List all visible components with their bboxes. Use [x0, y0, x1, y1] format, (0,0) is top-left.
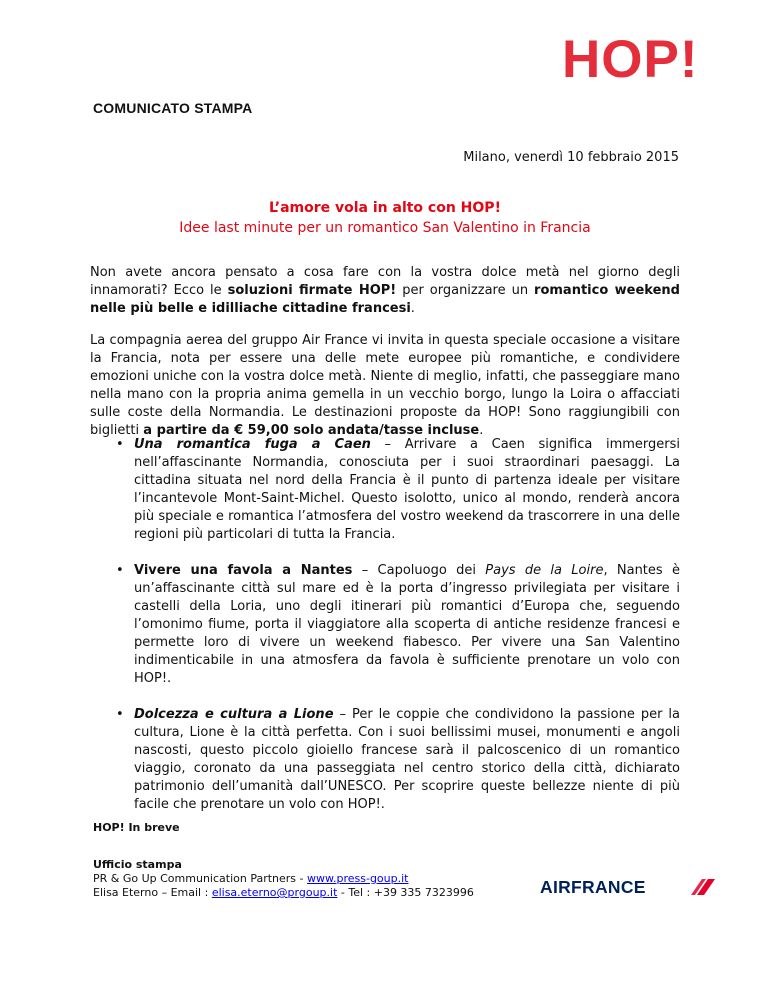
press-release-label: COMUNICATO STAMPA: [93, 100, 253, 116]
airline-text: La compagnia aerea del gruppo Air France vi invita in questa speciale occasione a visitare la Francia, nota per essere una delle mete europee più romantiche, e condividere emozioni uniche con la vostra dolce metà. Niente di meglio, infatti, che passeggiare mano nella mano con la propria anima gemella in un vecchio borgo, lungo la Loira o affacciati sulle coste della Normandia. Le destinazioni proposte da HOP! Sono raggiungibili con biglietti: [90, 333, 680, 438]
agency-link[interactable]: www.press-goup.it: [307, 872, 409, 885]
phone-text: - Tel : +39 335 7323996: [337, 886, 474, 899]
bullet-icon: •: [116, 707, 124, 722]
intro-text-3: .: [410, 301, 415, 316]
hop-logo-text: HOP!: [562, 30, 699, 89]
intro-paragraph: [90, 264, 680, 318]
agency-text: PR & Go Up Communication Partners -: [93, 872, 307, 885]
list-item: [90, 562, 680, 688]
destination-title: Una romantica fuga a Caen: [134, 437, 371, 452]
destination-title: Vivere una favola a Nantes: [134, 563, 353, 578]
airline-paragraph: [90, 332, 680, 440]
in-brief-heading: HOP! In breve: [93, 821, 180, 834]
bullet-icon: •: [116, 437, 124, 452]
destination-title: Dolcezza e cultura a Lione: [134, 707, 334, 722]
intro-bold-1: soluzioni firmate HOP!: [227, 283, 397, 298]
headline: [90, 198, 680, 238]
price-highlight: a partire da € 59,00 solo andata/tasse incluse: [143, 423, 480, 438]
bullet-icon: •: [116, 563, 124, 578]
destination-text-2: , Nantes è un’affascinante città sul mare ed è la porta d’ingresso privilegiata per visitare i castelli della Loria, uno degli itinerari più romantici d’Europa che, seguendo l’omonimo fiume, porta il viaggiatore alla scoperta di antiche residenze francesi e permette loro di vivere un weekend fiabesco. Per vivere una San Valentino indimenticabile in una atmosfera da favola è sufficiente prenotare un volo con HOP!.: [134, 563, 680, 686]
destination-text: – Arrivare a Caen significa immergersi nell’affascinante Normandia, conosciuta per i suoi straordinari paesaggi. La cittadina situata nel nord della Francia è il punto di partenza ideale per visitare l’incantevole Mont-Saint-Michel. Questo isolotto, unico al mondo, renderà ancora più speciale e romantica l’atmosfera del vostro weekend da trascorrere in una delle regioni più particolari di tutta la Francia.: [134, 437, 680, 542]
press-office: [93, 858, 474, 900]
press-office-heading: Ufficio stampa: [93, 858, 182, 871]
email-link[interactable]: elisa.eterno@prgoup.it: [211, 886, 338, 899]
list-item: [90, 436, 680, 544]
hop-logo: [562, 30, 740, 89]
intro-text-2: per organizzare un: [396, 283, 535, 298]
press-office-contact: [93, 886, 474, 900]
destinations-list: [90, 436, 680, 832]
headline-title: L’amore vola in alto con HOP!: [269, 200, 501, 216]
intro-bold-2: romantico weekend nelle più belle e idilliache cittadine francesi: [90, 283, 680, 316]
airline-text-end: .: [479, 423, 484, 438]
release-date: Milano, venerdì 10 febbraio 2015: [463, 150, 679, 165]
press-office-agency: [93, 872, 474, 886]
headline-subtitle: Idee last minute per un romantico San Valentino in Francia: [179, 220, 591, 236]
intro-text: Non avete ancora pensato a cosa fare con la vostra dolce metà nel giorno degli innamorati? Ecco le: [90, 265, 680, 298]
destination-text: – Per le coppie che condividono la passione per la cultura, Lione è la città perfetta. Con i suoi bellissimi musei, monumenti e angoli nascosti, questo piccolo gioiello francese sarà il palcoscenico di un romantico viaggio, coronato da una passeggiata nel centro storico della città, dichiarato patrimonio dell’umanità dall’UNESCO. Per scoprire queste bellezze niente di più facile che prenotare un volo con HOP!.: [134, 707, 680, 812]
list-item: [90, 706, 680, 814]
destination-text: – Capoluogo dei: [352, 563, 486, 578]
airfrance-logo: [540, 877, 716, 897]
contact-text: Elisa Eterno – Email :: [93, 886, 212, 899]
airfrance-stripes-icon: [691, 879, 717, 895]
destination-italic: Pays de la Loire: [485, 563, 604, 578]
airfrance-logo-text: AIRFRANCE: [540, 877, 646, 897]
